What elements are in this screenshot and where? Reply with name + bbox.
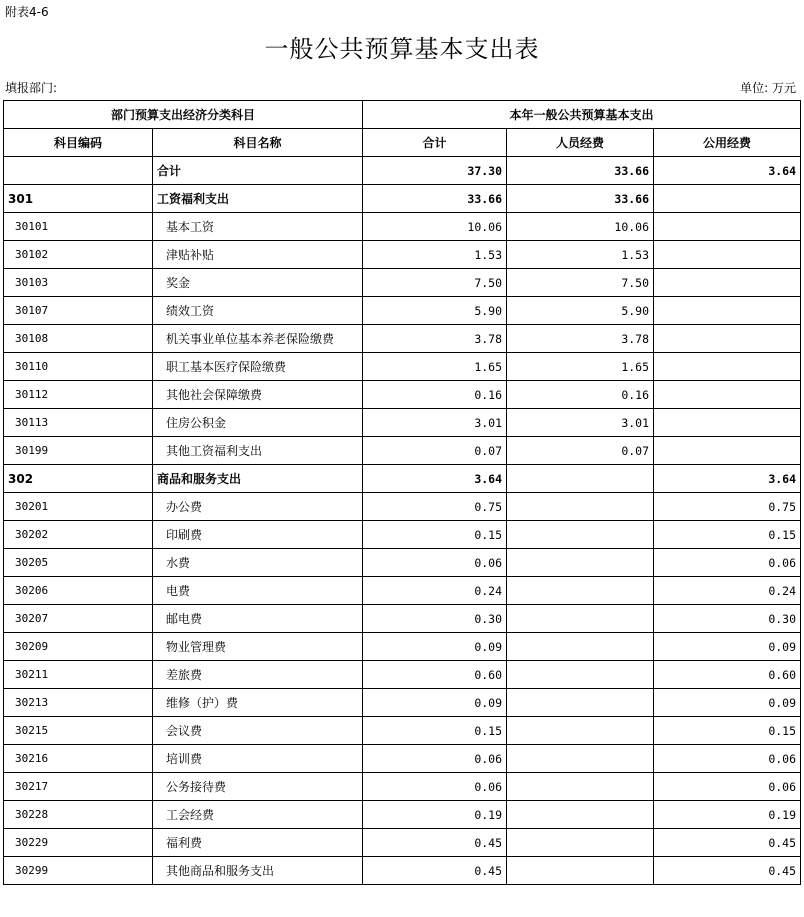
cell-code: 301	[4, 185, 153, 213]
cell-total: 3.64	[363, 465, 507, 493]
cell-personnel	[507, 717, 654, 745]
cell-code: 30207	[4, 605, 153, 633]
cell-public	[654, 409, 801, 437]
cell-personnel: 1.53	[507, 241, 654, 269]
cell-public: 0.15	[654, 521, 801, 549]
cell-name: 水费	[153, 549, 363, 577]
cell-name: 物业管理费	[153, 633, 363, 661]
table-row	[4, 857, 801, 885]
cell-total: 0.24	[363, 577, 507, 605]
unit-label: 单位: 万元	[740, 81, 796, 95]
page-title: 一般公共预算基本支出表	[264, 35, 540, 63]
cell-public: 0.24	[654, 577, 801, 605]
table-row	[4, 689, 801, 717]
table-row	[4, 213, 801, 241]
header-group-row	[4, 101, 801, 129]
table-row	[4, 661, 801, 689]
cell-name: 机关事业单位基本养老保险缴费	[153, 325, 363, 353]
table-row	[4, 633, 801, 661]
cell-name: 合计	[153, 157, 363, 185]
cell-code: 30205	[4, 549, 153, 577]
cell-personnel	[507, 577, 654, 605]
cell-name: 电费	[153, 577, 363, 605]
header-column-row	[4, 129, 801, 157]
header-public: 公用经费	[654, 129, 801, 157]
cell-total: 3.01	[363, 409, 507, 437]
cell-name: 奖金	[153, 269, 363, 297]
cell-public	[654, 325, 801, 353]
cell-public	[654, 437, 801, 465]
table-row	[4, 829, 801, 857]
cell-code: 30113	[4, 409, 153, 437]
cell-name: 差旅费	[153, 661, 363, 689]
cell-code: 302	[4, 465, 153, 493]
cell-personnel	[507, 633, 654, 661]
cell-code: 30112	[4, 381, 153, 409]
cell-total: 3.78	[363, 325, 507, 353]
cell-public	[654, 353, 801, 381]
cell-personnel: 10.06	[507, 213, 654, 241]
cell-name: 基本工资	[153, 213, 363, 241]
cell-public	[654, 185, 801, 213]
header-total: 合计	[363, 129, 507, 157]
table-row	[4, 297, 801, 325]
cell-public: 0.09	[654, 633, 801, 661]
cell-total: 0.60	[363, 661, 507, 689]
cell-code: 30215	[4, 717, 153, 745]
table-row	[4, 493, 801, 521]
cell-total: 0.45	[363, 857, 507, 885]
cell-total: 0.19	[363, 801, 507, 829]
cell-total: 1.65	[363, 353, 507, 381]
cell-total: 0.06	[363, 773, 507, 801]
cell-code: 30206	[4, 577, 153, 605]
cell-total: 0.06	[363, 549, 507, 577]
cell-total: 10.06	[363, 213, 507, 241]
cell-total: 0.06	[363, 745, 507, 773]
cell-total: 0.09	[363, 689, 507, 717]
cell-public: 0.06	[654, 745, 801, 773]
cell-code: 30229	[4, 829, 153, 857]
table-row	[4, 801, 801, 829]
cell-name: 其他商品和服务支出	[153, 857, 363, 885]
table-row	[4, 521, 801, 549]
cell-total: 7.50	[363, 269, 507, 297]
cell-total: 0.75	[363, 493, 507, 521]
cell-total: 0.09	[363, 633, 507, 661]
cell-code: 30228	[4, 801, 153, 829]
cell-public: 0.75	[654, 493, 801, 521]
cell-public: 0.30	[654, 605, 801, 633]
header-name: 科目名称	[153, 129, 363, 157]
cell-total: 0.15	[363, 521, 507, 549]
cell-personnel	[507, 689, 654, 717]
cell-total: 0.07	[363, 437, 507, 465]
cell-code: 30209	[4, 633, 153, 661]
cell-name: 邮电费	[153, 605, 363, 633]
cell-personnel	[507, 773, 654, 801]
cell-code: 30213	[4, 689, 153, 717]
cell-code: 30108	[4, 325, 153, 353]
cell-code: 30202	[4, 521, 153, 549]
cell-public: 0.09	[654, 689, 801, 717]
cell-personnel	[507, 857, 654, 885]
cell-code: 30216	[4, 745, 153, 773]
cell-name: 职工基本医疗保险缴费	[153, 353, 363, 381]
table-row	[4, 269, 801, 297]
cell-code	[4, 157, 153, 185]
table-row	[4, 437, 801, 465]
table-row	[4, 745, 801, 773]
cell-code: 30211	[4, 661, 153, 689]
cell-public: 0.45	[654, 829, 801, 857]
cell-personnel: 5.90	[507, 297, 654, 325]
header-group-expenditure: 本年一般公共预算基本支出	[363, 101, 801, 129]
cell-name: 工资福利支出	[153, 185, 363, 213]
cell-public	[654, 297, 801, 325]
table-row	[4, 381, 801, 409]
cell-public: 0.19	[654, 801, 801, 829]
cell-total: 37.30	[363, 157, 507, 185]
cell-personnel	[507, 465, 654, 493]
cell-name: 维修（护）费	[153, 689, 363, 717]
cell-name: 绩效工资	[153, 297, 363, 325]
cell-code: 30201	[4, 493, 153, 521]
cell-name: 住房公积金	[153, 409, 363, 437]
group-row	[4, 185, 801, 213]
cell-public	[654, 381, 801, 409]
filler-label: 填报部门:	[5, 81, 58, 95]
cell-personnel: 33.66	[507, 157, 654, 185]
cell-name: 津贴补贴	[153, 241, 363, 269]
header-group-classification: 部门预算支出经济分类科目	[4, 101, 363, 129]
table-row	[4, 773, 801, 801]
cell-personnel: 0.16	[507, 381, 654, 409]
cell-personnel	[507, 549, 654, 577]
cell-code: 30103	[4, 269, 153, 297]
cell-public: 3.64	[654, 157, 801, 185]
cell-personnel	[507, 801, 654, 829]
cell-name: 公务接待费	[153, 773, 363, 801]
table-row	[4, 353, 801, 381]
cell-public: 0.15	[654, 717, 801, 745]
cell-public: 0.45	[654, 857, 801, 885]
budget-table	[3, 100, 801, 885]
cell-code: 30101	[4, 213, 153, 241]
cell-name: 会议费	[153, 717, 363, 745]
cell-public	[654, 213, 801, 241]
table-row	[4, 325, 801, 353]
cell-name: 商品和服务支出	[153, 465, 363, 493]
cell-personnel: 3.01	[507, 409, 654, 437]
cell-total: 5.90	[363, 297, 507, 325]
cell-personnel	[507, 661, 654, 689]
cell-code: 30110	[4, 353, 153, 381]
table-row	[4, 717, 801, 745]
cell-personnel: 1.65	[507, 353, 654, 381]
cell-public	[654, 241, 801, 269]
table-row	[4, 549, 801, 577]
cell-public: 0.60	[654, 661, 801, 689]
cell-total: 0.30	[363, 605, 507, 633]
header-code: 科目编码	[4, 129, 153, 157]
cell-total: 33.66	[363, 185, 507, 213]
cell-personnel: 0.07	[507, 437, 654, 465]
cell-total: 1.53	[363, 241, 507, 269]
cell-personnel	[507, 829, 654, 857]
cell-personnel	[507, 493, 654, 521]
cell-name: 工会经费	[153, 801, 363, 829]
cell-code: 30199	[4, 437, 153, 465]
table-row	[4, 409, 801, 437]
table-row	[4, 605, 801, 633]
total-row	[4, 157, 801, 185]
cell-name: 办公费	[153, 493, 363, 521]
cell-code: 30299	[4, 857, 153, 885]
cell-name: 福利费	[153, 829, 363, 857]
cell-code: 30217	[4, 773, 153, 801]
cell-code: 30107	[4, 297, 153, 325]
cell-name: 印刷费	[153, 521, 363, 549]
attachment-label: 附表4-6	[5, 5, 49, 19]
cell-public: 3.64	[654, 465, 801, 493]
cell-code: 30102	[4, 241, 153, 269]
cell-personnel: 3.78	[507, 325, 654, 353]
cell-public	[654, 269, 801, 297]
cell-personnel	[507, 605, 654, 633]
cell-total: 0.16	[363, 381, 507, 409]
cell-name: 其他工资福利支出	[153, 437, 363, 465]
table-row	[4, 241, 801, 269]
cell-name: 其他社会保障缴费	[153, 381, 363, 409]
cell-personnel	[507, 521, 654, 549]
cell-total: 0.45	[363, 829, 507, 857]
cell-total: 0.15	[363, 717, 507, 745]
group-row	[4, 465, 801, 493]
cell-name: 培训费	[153, 745, 363, 773]
cell-public: 0.06	[654, 773, 801, 801]
cell-public: 0.06	[654, 549, 801, 577]
header-personnel: 人员经费	[507, 129, 654, 157]
cell-personnel: 33.66	[507, 185, 654, 213]
cell-personnel	[507, 745, 654, 773]
budget-table-body	[4, 157, 801, 885]
cell-personnel: 7.50	[507, 269, 654, 297]
table-row	[4, 577, 801, 605]
